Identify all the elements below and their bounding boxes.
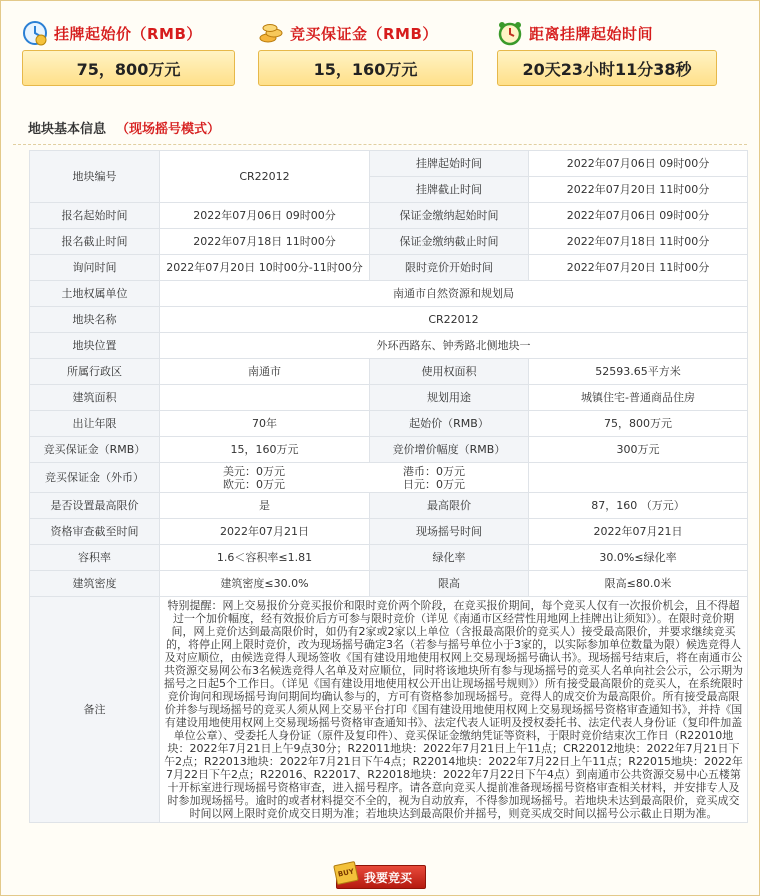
cell-label: 是否设置最高限价 [30, 493, 160, 519]
cell-value: 2022年07月18日 11时00分 [160, 229, 370, 255]
cell-value: 建筑密度≤30.0% [160, 571, 370, 597]
cell-label: 竞价增价幅度（RMB） [370, 437, 529, 463]
cell-label: 最高限价 [370, 493, 529, 519]
cell-value: 52593.65平方米 [529, 359, 748, 385]
cell-label: 报名起始时间 [30, 203, 160, 229]
cell-label: 容积率 [30, 545, 160, 571]
cell-value: 70年 [160, 411, 370, 437]
land-info-table [29, 150, 748, 823]
cell-label: 地块编号 [30, 151, 160, 203]
cell-value: 2022年07月20日 11时00分 [529, 255, 748, 281]
cell-label: 绿化率 [370, 545, 529, 571]
deposit-title: 竞买保证金（RMB） [290, 24, 438, 43]
table-row [30, 437, 748, 463]
start-price-value: 75，800万元 [22, 50, 235, 86]
cell-label: 使用权面积 [370, 359, 529, 385]
usd-deposit: 美元：0万元 [223, 464, 285, 478]
remarks-label: 备注 [30, 597, 160, 823]
start-price-summary [22, 15, 262, 51]
cell-label: 地块名称 [30, 307, 160, 333]
remarks-text: 特别提醒：网上交易报价分竞买报价和限时竞价两个阶段，在竞买报价期间，每个竞买人仅有一次报价机会，且不得超过一个加价幅度，经有效报价后方可参与限时竞价（详见《南通市区经营性用地网上挂牌出让须知》）。在限时竞价期间，网上竞价达到最高限价时，如仍有2家或2家以上单位（含报最高限价的竞买人）接受最高限价，并要求继续竞买的，将停止网上限时竞价，改为现场摇号确定3名（若参与摇号单位小于3家的，以实际参加单位数量为限）候选竞得人及对应顺位，由候选竞得人现场签收《国有建设用地使用权网上交易现场摇号确认书》。现场摇号结束后，将在南通市公共资源交易网公布3名候选竞得人名单及对应顺位，同时将该地块所有参与现场摇号的竞买人名单向社会公示，公示期为摇号之日起5个工作日。（详见《国有建设用地使用权公开出让现场摇号规则》）所有接受最高限价的竞买人，在系统限时竞价询问和现场摇号询问期间均确认参与的，方可有资格参加现场摇号。竞得人的成交价为最高限价。所有接受最高限价并参与现场摇号的竞买人须从网上交易平台打印《国有建设用地使用权网上交易现场摇号资格审查通知书》，并持《国有建设用地使用权网上交易现场摇号资格审查通知书》、法定代表人证明及授权委托书、法定代表人身份证（复印件加盖单位公章）、受委托人身份证（原件及复印件）、竞买保证金缴纳凭证等资料，于限时竞价结束次工作日（R22010地块：2022年7月21日上午9点30分；R22011地块：2022年7月21日上午11点；CR22012地块：2022年7月21日下午2点；R22013地块：2022年7月21日下午4点；R22014地块：2022年7月22日上午11点；R22015地块：2022年7月22日下午2点；R22016、R22017、R22018地块：2022年7月22日下午4点）到南通市公共资源交易中心五楼第十开标室进行现场摇号资格审查，进入摇号程序。请各意向竞买人提前准备现场摇号资格审查相关材料，并安排专人及时参加现场摇号。逾时的或者材料提交不全的，视为自动放弃，不得参加现场摇号。若地块未达到最高限价，竞买成交时间以网上限时竞价成交日期为准；若地块达到最高限价并摇号，则竞买成交时间以摇号公示截止日期为准。 [160, 597, 748, 823]
table-row [30, 203, 748, 229]
cell-label: 保证金缴纳起始时间 [370, 203, 529, 229]
cell-value: 2022年07月20日 10时00分-11时00分 [160, 255, 370, 281]
cell-value: 2022年07月06日 09时00分 [529, 203, 748, 229]
bid-button-label: 我要竞买 [363, 870, 412, 885]
alarm-clock-icon [497, 20, 523, 46]
cell-label: 土地权属单位 [30, 281, 160, 307]
cell-value: 2022年07月18日 11时00分 [529, 229, 748, 255]
cell-value [160, 385, 370, 411]
cell-value: 2022年07月06日 09时00分 [160, 203, 370, 229]
cell-label: 出让年限 [30, 411, 160, 437]
cell-label: 保证金缴纳截止时间 [370, 229, 529, 255]
table-row [30, 281, 748, 307]
table-row [30, 545, 748, 571]
cell-label: 询问时间 [30, 255, 160, 281]
cell-label: 报名截止时间 [30, 229, 160, 255]
cell-value: CR22012 [160, 307, 748, 333]
cell-value: 2022年07月06日 09时00分 [529, 151, 748, 177]
countdown-summary [497, 15, 737, 51]
section-title-text: 地块基本信息 [28, 122, 107, 137]
buy-tag-icon: BUY [333, 861, 359, 885]
cell-label: 资格审查截至时间 [30, 519, 160, 545]
cell-value: 限高≤80.0米 [529, 571, 748, 597]
section-title [28, 118, 220, 137]
jpy-deposit: 日元：0万元 [403, 477, 465, 491]
section-divider [13, 144, 747, 145]
table-row [30, 255, 748, 281]
cell-value: 300万元 [529, 437, 748, 463]
cell-label: 起始价（RMB） [370, 411, 529, 437]
cell-label: 限高 [370, 571, 529, 597]
cell-value: CR22012 [160, 151, 370, 203]
section-mode: （现场摇号模式） [116, 122, 221, 137]
table-row [30, 571, 748, 597]
cell-value: 是 [160, 493, 370, 519]
table-row [30, 307, 748, 333]
cell-empty [529, 463, 748, 493]
table-row [30, 463, 748, 493]
table-row [30, 359, 748, 385]
table-row [30, 333, 748, 359]
cell-value: 1.6＜容积率≤1.81 [160, 545, 370, 571]
summary-panel [1, 1, 759, 113]
cell-label: 地块位置 [30, 333, 160, 359]
start-price-title: 挂牌起始价（RMB） [54, 24, 202, 43]
cell-value: 2022年07月20日 11时00分 [529, 177, 748, 203]
table-row [30, 151, 748, 177]
countdown-title: 距离挂牌起始时间 [529, 24, 654, 43]
cell-label: 建筑密度 [30, 571, 160, 597]
cell-value: 75，800万元 [529, 411, 748, 437]
cell-value: 2022年07月21日 [529, 519, 748, 545]
cell-label: 建筑面积 [30, 385, 160, 411]
deposit-summary [258, 15, 498, 51]
deposit-value: 15，160万元 [258, 50, 473, 86]
bid-button[interactable] [336, 865, 426, 889]
cell-label: 挂牌截止时间 [370, 177, 529, 203]
eur-deposit: 欧元：0万元 [223, 477, 285, 491]
table-row [30, 229, 748, 255]
cell-label: 竞买保证金（外币） [30, 463, 160, 493]
countdown-value: 20天23小时11分38秒 [497, 50, 717, 86]
clock-coin-icon [22, 20, 48, 46]
cell-value: 87，160 （万元） [529, 493, 748, 519]
cell-label: 所属行政区 [30, 359, 160, 385]
cell-label: 竞买保证金（RMB） [30, 437, 160, 463]
hkd-deposit: 港币：0万元 [403, 464, 465, 478]
table-row [30, 597, 748, 823]
cell-label: 现场摇号时间 [370, 519, 529, 545]
cell-value: 外环西路东、钟秀路北侧地块一 [160, 333, 748, 359]
coins-icon [258, 20, 284, 46]
cell-value: 南通市自然资源和规划局 [160, 281, 748, 307]
cell-value: 15，160万元 [160, 437, 370, 463]
cell-label: 限时竞价开始时间 [370, 255, 529, 281]
cell-label: 规划用途 [370, 385, 529, 411]
cell-value: 30.0%≤绿化率 [529, 545, 748, 571]
table-row [30, 519, 748, 545]
foreign-currency-deposit [160, 463, 529, 493]
cell-value: 城镇住宅-普通商品住房 [529, 385, 748, 411]
cell-value: 2022年07月21日 [160, 519, 370, 545]
table-row [30, 411, 748, 437]
cell-value: 南通市 [160, 359, 370, 385]
table-row [30, 385, 748, 411]
cell-label: 挂牌起始时间 [370, 151, 529, 177]
table-row [30, 493, 748, 519]
